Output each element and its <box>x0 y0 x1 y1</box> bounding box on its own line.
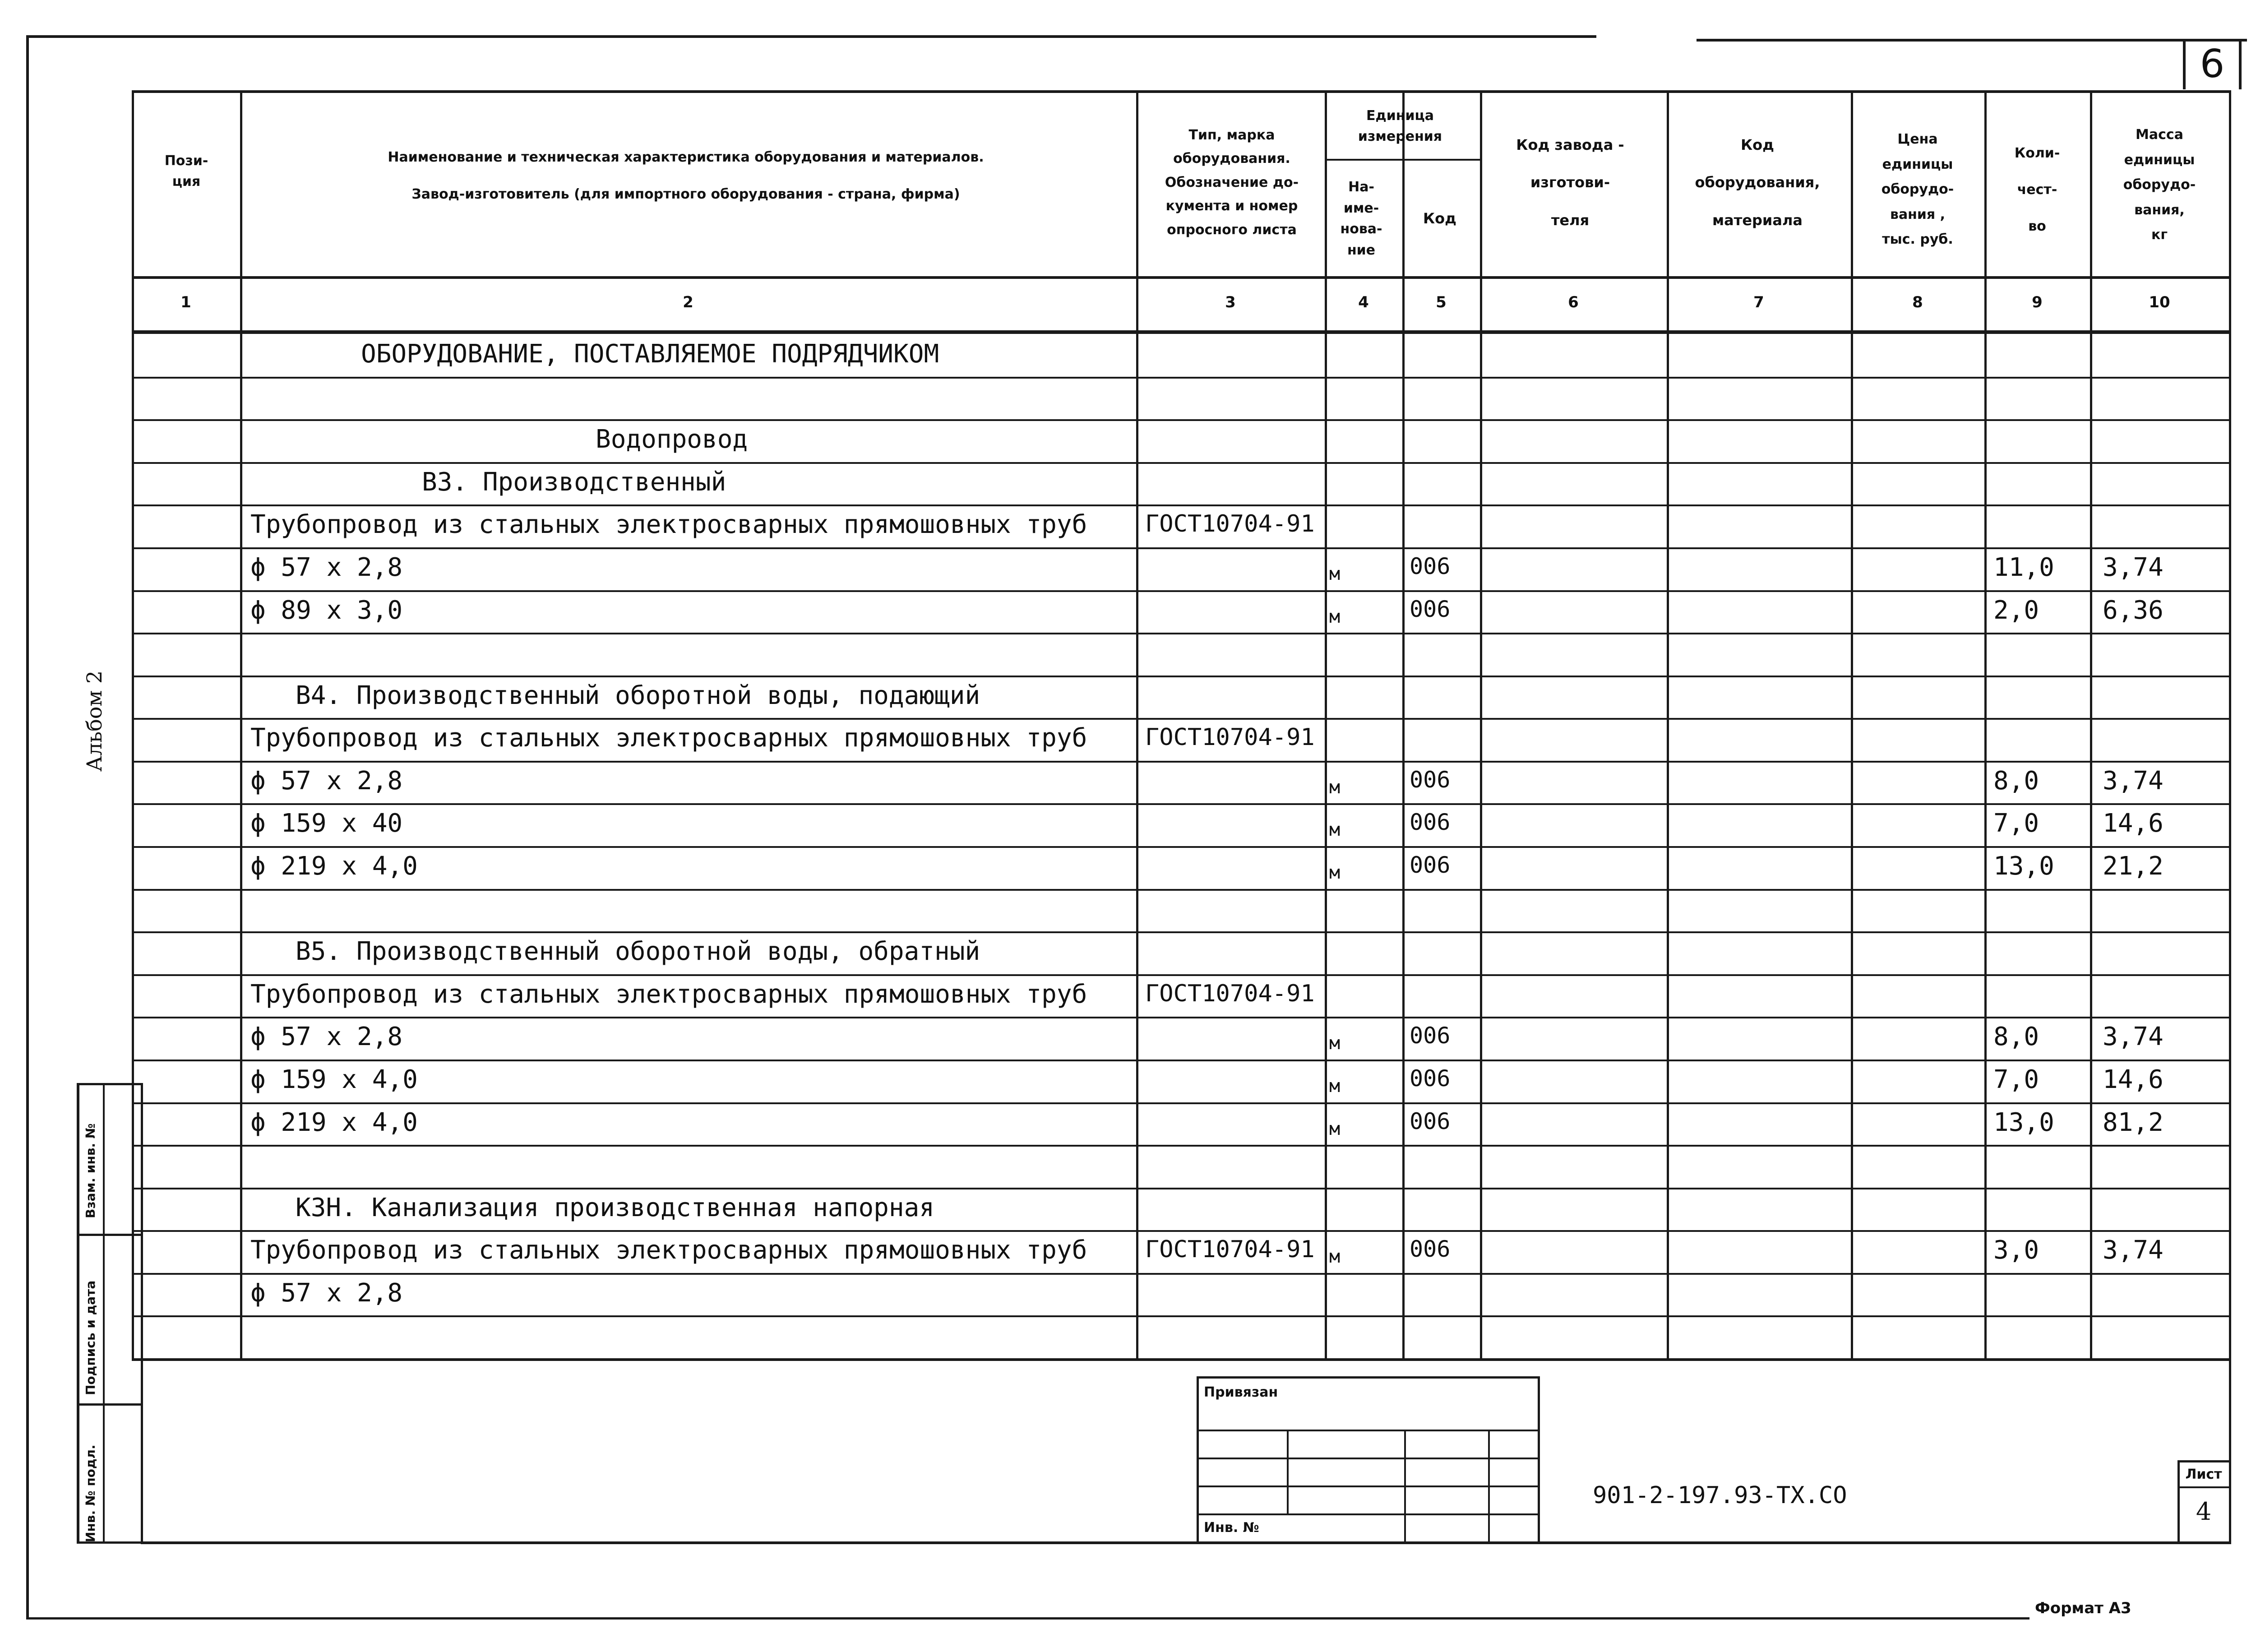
column-number-7: 7 <box>1753 293 1764 311</box>
side-stamp-line-1 <box>77 1234 143 1236</box>
row-21-code: 006 <box>1410 1236 1451 1262</box>
row-line-22 <box>132 1273 2230 1275</box>
header-mass: Масса единицы оборудо- вания, кг <box>2123 127 2196 243</box>
row-line-10 <box>132 761 2230 763</box>
row-6-name: ϕ 89 x 3,0 <box>250 596 403 625</box>
side-stamp-right <box>141 1083 143 1542</box>
header-bottom-border <box>132 276 2230 279</box>
column-number-10: 10 <box>2149 293 2170 311</box>
column-line-8 <box>1984 90 1987 1358</box>
row-6-mass: 6,36 <box>2103 596 2164 625</box>
row-16-mass: 3,74 <box>2103 1022 2164 1051</box>
row-4-name: Трубопровод из стальных электросварных прямошовных труб <box>250 510 1087 539</box>
column-line-3 <box>1325 90 1327 1358</box>
row-line-15 <box>132 974 2230 976</box>
row-17-mass: 14,6 <box>2103 1065 2164 1094</box>
column-number-2: 2 <box>683 293 693 311</box>
stamp-right <box>1538 1376 1540 1542</box>
row-16-code: 006 <box>1410 1023 1451 1049</box>
header-type: Тип, марка оборудования. Обозначение до- кумента и номер опросного листа <box>1165 127 1299 238</box>
column-line-1 <box>240 90 242 1358</box>
row-line-7 <box>132 633 2230 634</box>
page-right-line <box>2229 1358 2231 1544</box>
row-18-code: 006 <box>1410 1108 1451 1134</box>
row-6-code: 006 <box>1410 596 1451 622</box>
column-line-7 <box>1851 90 1853 1358</box>
row-line-11 <box>132 803 2230 805</box>
row-14-name: В5. Производственный оборотной воды, обратный <box>296 937 980 966</box>
row-17-name: ϕ 159 x 4,0 <box>250 1065 418 1094</box>
column-line-4 <box>1402 90 1405 1358</box>
row-6-unit: м <box>1329 606 1341 627</box>
row-17-unit: м <box>1329 1076 1341 1097</box>
header-name-line1: Наименование и техническая характеристика оборудования и материалов. <box>388 149 984 165</box>
header-quantity: Коли- чест- во <box>2014 145 2060 234</box>
row-line-12 <box>132 846 2230 848</box>
column-number-3: 3 <box>1225 293 1236 311</box>
row-line-9 <box>132 718 2230 720</box>
stamp-left <box>1197 1376 1199 1542</box>
row-line-17 <box>132 1060 2230 1061</box>
header-unit-code: Код <box>1423 210 1456 227</box>
row-11-code: 006 <box>1410 809 1451 835</box>
stamp-col-1 <box>1287 1430 1289 1513</box>
column-line-10 <box>2229 90 2231 1358</box>
row-5-code: 006 <box>1410 553 1451 579</box>
row-12-quantity: 13,0 <box>1993 851 2054 881</box>
column-line-2 <box>1136 90 1138 1358</box>
header-position: Пози- ция <box>164 153 208 190</box>
stamp-top <box>1197 1376 1539 1379</box>
page-bottom-line <box>141 1541 2230 1544</box>
row-line-16 <box>132 1017 2230 1018</box>
row-line-23 <box>132 1315 2230 1317</box>
header-unit: Единица измерения <box>1358 107 1442 144</box>
row-18-unit: м <box>1329 1119 1341 1139</box>
row-12-unit: м <box>1329 862 1341 883</box>
row-18-name: ϕ 219 x 4,0 <box>250 1108 418 1137</box>
row-11-quantity: 7,0 <box>1993 809 2039 838</box>
row-18-quantity: 13,0 <box>1993 1108 2054 1137</box>
side-stamp-podpis-data: Подпись и дата <box>83 1280 98 1395</box>
row-18-mass: 81,2 <box>2103 1108 2164 1137</box>
sheet-box-top <box>2177 1460 2229 1462</box>
side-stamp-left <box>77 1083 79 1542</box>
format-label: Формат А3 <box>2035 1599 2131 1617</box>
sheet-box-left <box>2177 1460 2180 1542</box>
row-10-quantity: 8,0 <box>1993 766 2039 796</box>
row-line-3 <box>132 462 2230 464</box>
row-5-name: ϕ 57 x 2,8 <box>250 553 403 582</box>
row-line-1 <box>132 377 2230 379</box>
stamp-privyazan: Привязан <box>1204 1384 1278 1400</box>
row-21-name: Трубопровод из стальных электросварных прямошовных труб <box>250 1236 1087 1265</box>
row-15-name: Трубопровод из стальных электросварных прямошовных труб <box>250 980 1087 1009</box>
album-label: Альбом 2 <box>82 670 106 772</box>
column-number-8: 8 <box>1912 293 1923 311</box>
side-stamp-mid <box>103 1083 105 1542</box>
header-unit-name: На- име- нова- ние <box>1340 179 1382 258</box>
table-top-border <box>132 90 2230 93</box>
row-21-document: ГОСТ10704-91 <box>1145 1236 1315 1263</box>
row-line-5 <box>132 547 2230 549</box>
side-stamp-line-2 <box>77 1403 143 1406</box>
row-line-18 <box>132 1102 2230 1104</box>
row-9-document: ГОСТ10704-91 <box>1145 724 1315 751</box>
row-20-name: К3Н. Канализация производственная напорная <box>296 1193 935 1222</box>
row-11-unit: м <box>1329 819 1341 840</box>
row-21-unit: м <box>1329 1246 1341 1267</box>
side-stamp-vzam-inv: Взам. инв. № <box>83 1123 98 1218</box>
side-stamp-top <box>77 1083 143 1085</box>
row-11-name: ϕ 159 x 40 <box>250 809 403 838</box>
stamp-sheet-number: 4 <box>2196 1497 2212 1526</box>
row-line-6 <box>132 590 2230 592</box>
row-4-document: ГОСТ10704-91 <box>1145 510 1315 537</box>
column-line-6 <box>1667 90 1669 1358</box>
row-line-4 <box>132 504 2230 506</box>
header-name-line2: Завод-изготовитель (для импортного оборудования - страна, фирма) <box>411 186 960 202</box>
row-16-unit: м <box>1329 1033 1341 1054</box>
sheet-box-mid <box>2177 1486 2229 1488</box>
row-5-quantity: 11,0 <box>1993 553 2054 582</box>
header-equipment-code: Код оборудования, материала <box>1695 136 1820 229</box>
row-12-code: 006 <box>1410 852 1451 878</box>
stamp-sheet-label: Лист <box>2185 1467 2222 1482</box>
row-line-20 <box>132 1188 2230 1189</box>
side-stamp-inv-podl: Инв. № подл. <box>83 1444 98 1542</box>
row-6-quantity: 2,0 <box>1993 596 2039 625</box>
row-10-name: ϕ 57 x 2,8 <box>250 766 403 796</box>
column-line-5 <box>1480 90 1482 1358</box>
table-bottom-border <box>132 1358 2230 1361</box>
row-16-quantity: 8,0 <box>1993 1022 2039 1051</box>
row-21-mass: 3,74 <box>2103 1236 2164 1265</box>
unit-subheader-line <box>1325 159 1480 161</box>
row-17-code: 006 <box>1410 1065 1451 1092</box>
row-line-13 <box>132 889 2230 891</box>
stamp-col-3 <box>1488 1430 1490 1542</box>
row-22-name: ϕ 57 x 2,8 <box>250 1278 403 1308</box>
stamp-inv-no: Инв. № <box>1204 1520 1259 1536</box>
header-name <box>244 126 1128 226</box>
row-line-8 <box>132 676 2230 677</box>
row-0-name: ОБОРУДОВАНИЕ, ПОСТАВЛЯЕМОЕ ПОДРЯДЧИКОМ <box>361 339 939 369</box>
header-factory-code: Код завода - изготови- теля <box>1516 136 1624 229</box>
row-12-name: ϕ 219 x 4,0 <box>250 851 418 881</box>
row-line-2 <box>132 419 2230 421</box>
sheet-corner-number: 6 <box>2200 42 2225 87</box>
row-21-quantity: 3,0 <box>1993 1236 2039 1265</box>
row-5-unit: м <box>1329 564 1341 584</box>
column-number-9: 9 <box>2032 293 2043 311</box>
row-5-mass: 3,74 <box>2103 553 2164 582</box>
header-price: Цена единицы оборудо- вания , тыс. руб. <box>1881 131 1954 248</box>
stamp-col-2 <box>1404 1430 1406 1542</box>
column-number-4: 4 <box>1358 293 1369 311</box>
column-line-9 <box>2090 90 2092 1358</box>
row-line-21 <box>132 1230 2230 1232</box>
row-15-document: ГОСТ10704-91 <box>1145 980 1315 1007</box>
column-number-1: 1 <box>180 293 191 311</box>
row-17-quantity: 7,0 <box>1993 1065 2039 1094</box>
row-8-name: В4. Производственный оборотной воды, подающий <box>296 681 980 710</box>
row-16-name: ϕ 57 x 2,8 <box>250 1022 403 1051</box>
column-number-5: 5 <box>1436 293 1447 311</box>
row-11-mass: 14,6 <box>2103 809 2164 838</box>
stamp-doc-code: 901-2-197.93-ТХ.СО <box>1593 1482 1847 1509</box>
row-10-code: 006 <box>1410 767 1451 793</box>
row-10-mass: 3,74 <box>2103 766 2164 796</box>
row-line-19 <box>132 1145 2230 1147</box>
row-3-name: В3. Производственный <box>422 467 726 497</box>
row-12-mass: 21,2 <box>2103 851 2164 881</box>
row-line-14 <box>132 931 2230 933</box>
row-2-name: Водопровод <box>596 425 748 454</box>
row-10-unit: м <box>1329 777 1341 798</box>
column-numbers-bottom-border <box>132 330 2230 334</box>
column-line-0 <box>132 90 134 1358</box>
column-number-6: 6 <box>1568 293 1579 311</box>
row-9-name: Трубопровод из стальных электросварных прямошовных труб <box>250 723 1087 753</box>
